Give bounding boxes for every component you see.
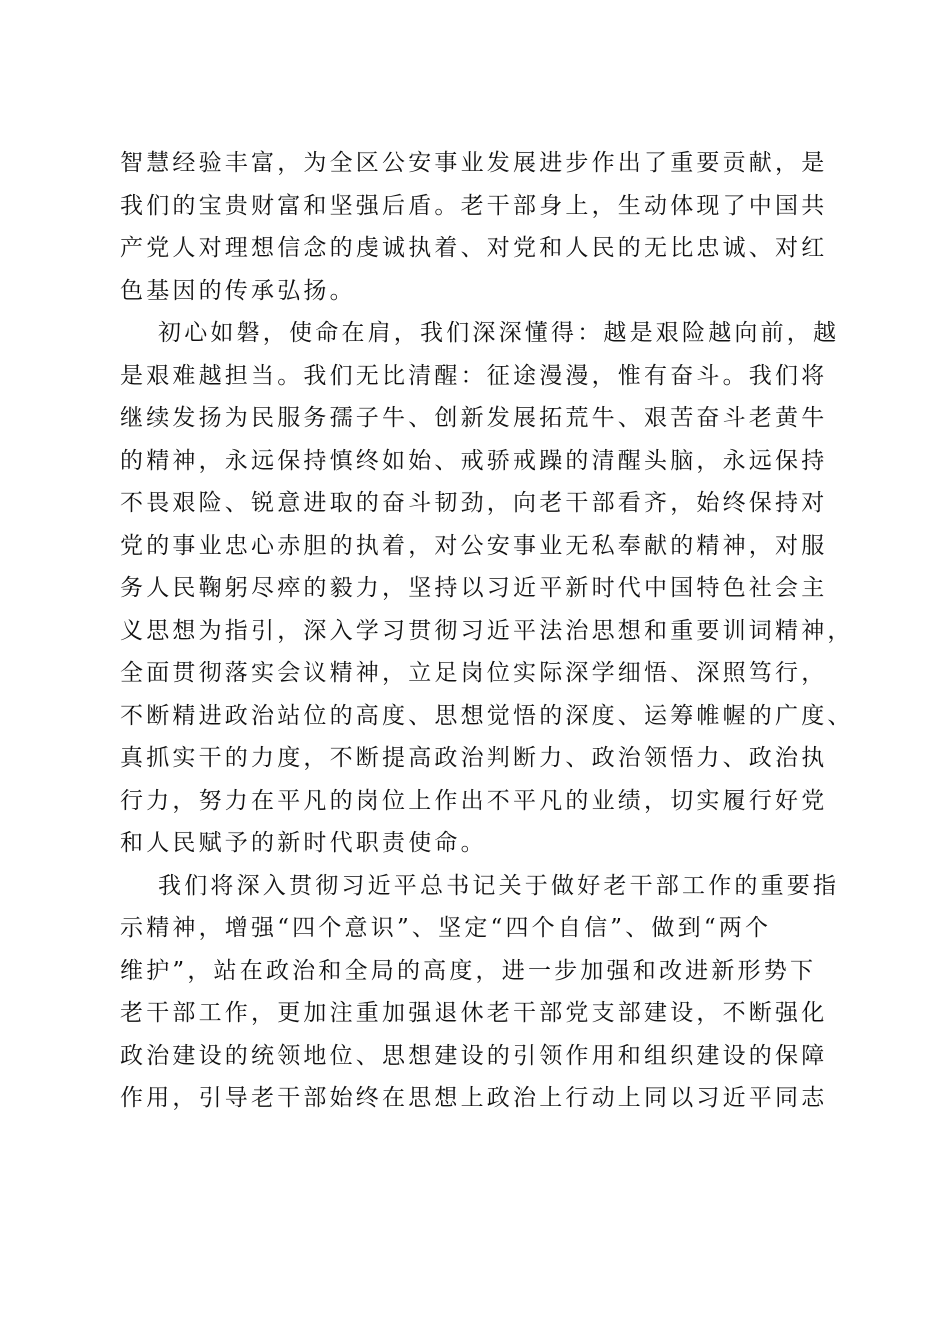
paragraph-1 bbox=[120, 142, 840, 312]
text-line: 继续发扬为民服务孺子牛、创新发展拓荒牛、艰苦奋斗老黄牛 bbox=[120, 405, 828, 431]
document-body bbox=[120, 142, 854, 1120]
text-line: 政治建设的统领地位、思想建设的引领作用和组织建设的保障 bbox=[120, 1042, 828, 1069]
text-line: 党的事业忠心赤胆的执着，对公安事业无私奉献的精神，对服 bbox=[120, 532, 828, 559]
text-line: 务人民鞠躬尽瘁的毅力，坚持以习近平新时代中国特色社会主 bbox=[120, 575, 828, 601]
text-line: 产党人对理想信念的虔诚执着、对党和人民的无比忠诚、对红 bbox=[120, 235, 828, 261]
text-line: 色基因的传承弘扬。 bbox=[120, 277, 356, 304]
text-line: 全面贯彻落实会议精神，立足岗位实际深学细悟、深照笃行， bbox=[120, 660, 828, 686]
text-line: 维护”，站在政治和全局的高度，进一步加强和改进新形势下 bbox=[120, 957, 817, 984]
text-line: 不断精进政治站位的高度、思想觉悟的深度、运筹帷幄的广度、 bbox=[120, 702, 854, 729]
text-line: 真抓实干的力度，不断提高政治判断力、政治领悟力、政治执 bbox=[120, 745, 828, 771]
text-line: 智慧经验丰富，为全区公安事业发展进步作出了重要贡献，是 bbox=[120, 150, 828, 176]
paragraph-3 bbox=[120, 865, 840, 1120]
paragraph-2 bbox=[120, 312, 854, 865]
text-line: 行力，努力在平凡的岗位上作出不平凡的业绩，切实履行好党 bbox=[120, 787, 828, 814]
text-line: 和人民赋予的新时代职责使命。 bbox=[120, 830, 487, 856]
text-line: 示精神，增强“四个意识”、坚定“四个自信”、做到“两个 bbox=[120, 915, 772, 941]
text-line: 义思想为指引，深入学习贯彻习近平法治思想和重要训词精神， bbox=[120, 617, 854, 644]
text-line: 我们将深入贯彻习近平总书记关于做好老干部工作的重要指 bbox=[158, 872, 840, 899]
text-line: 作用，引导老干部始终在思想上政治上行动上同以习近平同志 bbox=[120, 1085, 828, 1111]
text-line: 老干部工作，更加注重加强退休老干部党支部建设，不断强化 bbox=[120, 1000, 828, 1026]
text-line: 我们的宝贵财富和坚强后盾。老干部身上，生动体现了中国共 bbox=[120, 192, 828, 219]
text-line: 是艰难越担当。我们无比清醒：征途漫漫，惟有奋斗。我们将 bbox=[120, 362, 828, 389]
text-line: 初心如磐，使命在肩，我们深深懂得：越是艰险越向前，越 bbox=[158, 320, 840, 346]
text-line: 的精神，永远保持慎终如始、戒骄戒躁的清醒头脑，永远保持 bbox=[120, 447, 828, 474]
text-line: 不畏艰险、锐意进取的奋斗韧劲，向老干部看齐，始终保持对 bbox=[120, 490, 828, 516]
